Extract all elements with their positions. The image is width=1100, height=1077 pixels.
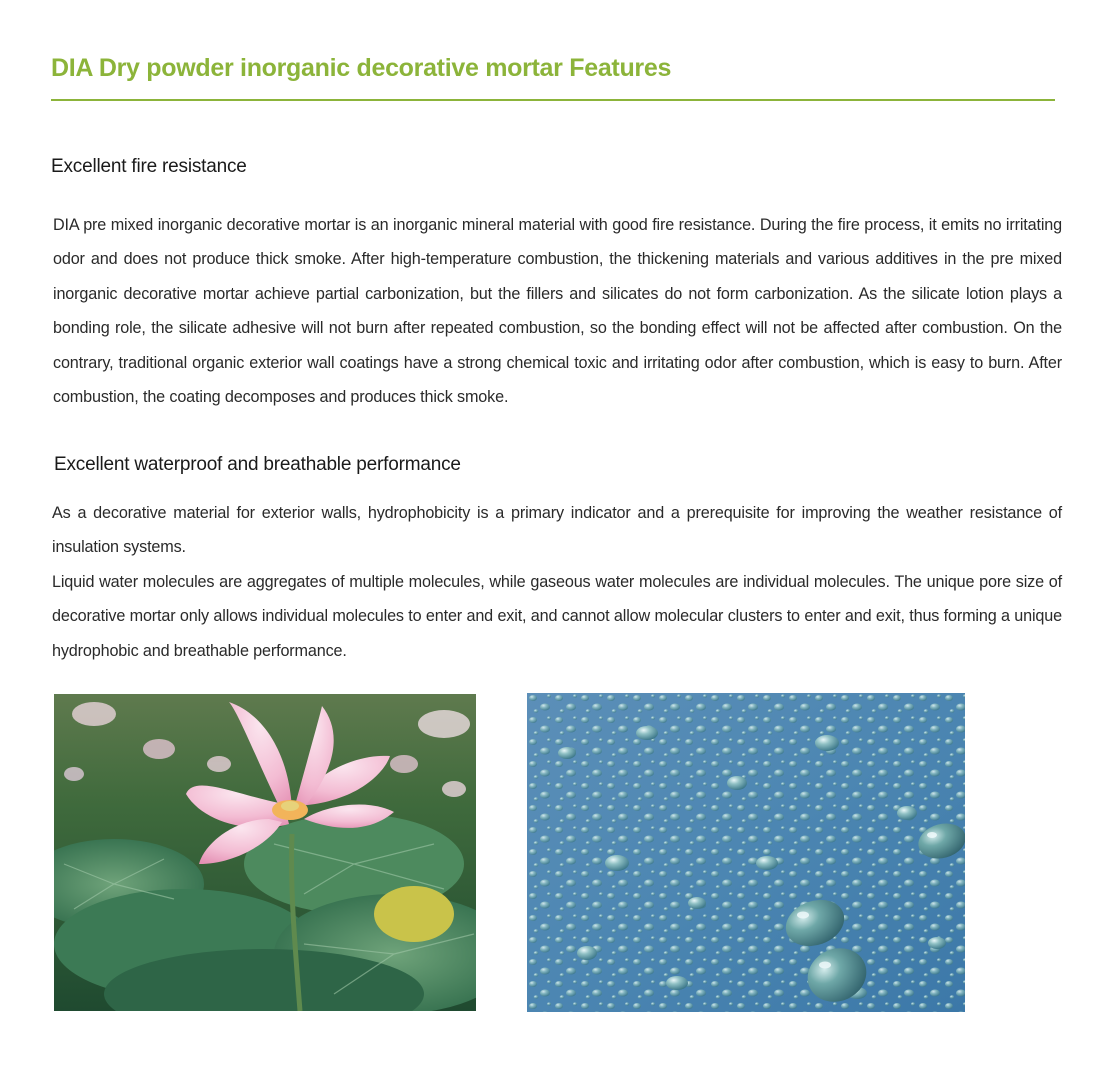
section-paragraph: DIA pre mixed inorganic decorative mortar is an inorganic mineral material with good fire resistance. During the fire process, it emits no irritating odor and does not produce thick smoke. After high-temperature combustion, the thickening materials and various additives in the pre mixed inorganic decorative mortar achieve partial carbonization, but the fillers and silicates do not form carbonization. As the silicate lotion plays a bonding role, the silicate adhesive will not burn after repeated combustion, so the bonding effect will not be affected after combustion. On the contrary, traditional organic exterior wall coatings have a strong chemical toxic and irritating odor after combustion, which is easy to burn. After combustion, the coating decomposes and produces thick smoke.: [53, 216, 1062, 407]
section-paragraph: Liquid water molecules are aggregates of multiple molecules, while gaseous water molecules are individual molecules. The unique pore size of decorative mortar only allows individual molecules to enter and exit, and cannot allow molecular clusters to enter and exit, thus forming a unique hydrophobic and breathable performance.: [52, 573, 1062, 660]
lotus-flower-photo: [54, 694, 476, 1011]
section-heading-waterproof: Excellent waterproof and breathable performance: [54, 454, 461, 475]
title-divider: [51, 99, 1055, 101]
water-droplets-photo: [527, 693, 965, 1012]
section-heading-fire-resistance: Excellent fire resistance: [51, 156, 247, 177]
section-paragraph: As a decorative material for exterior walls, hydrophobicity is a primary indicator and a prerequisite for improving the weather resistance of insulation systems.: [52, 504, 1062, 557]
page-title: DIA Dry powder inorganic decorative mortar Features: [51, 54, 672, 82]
